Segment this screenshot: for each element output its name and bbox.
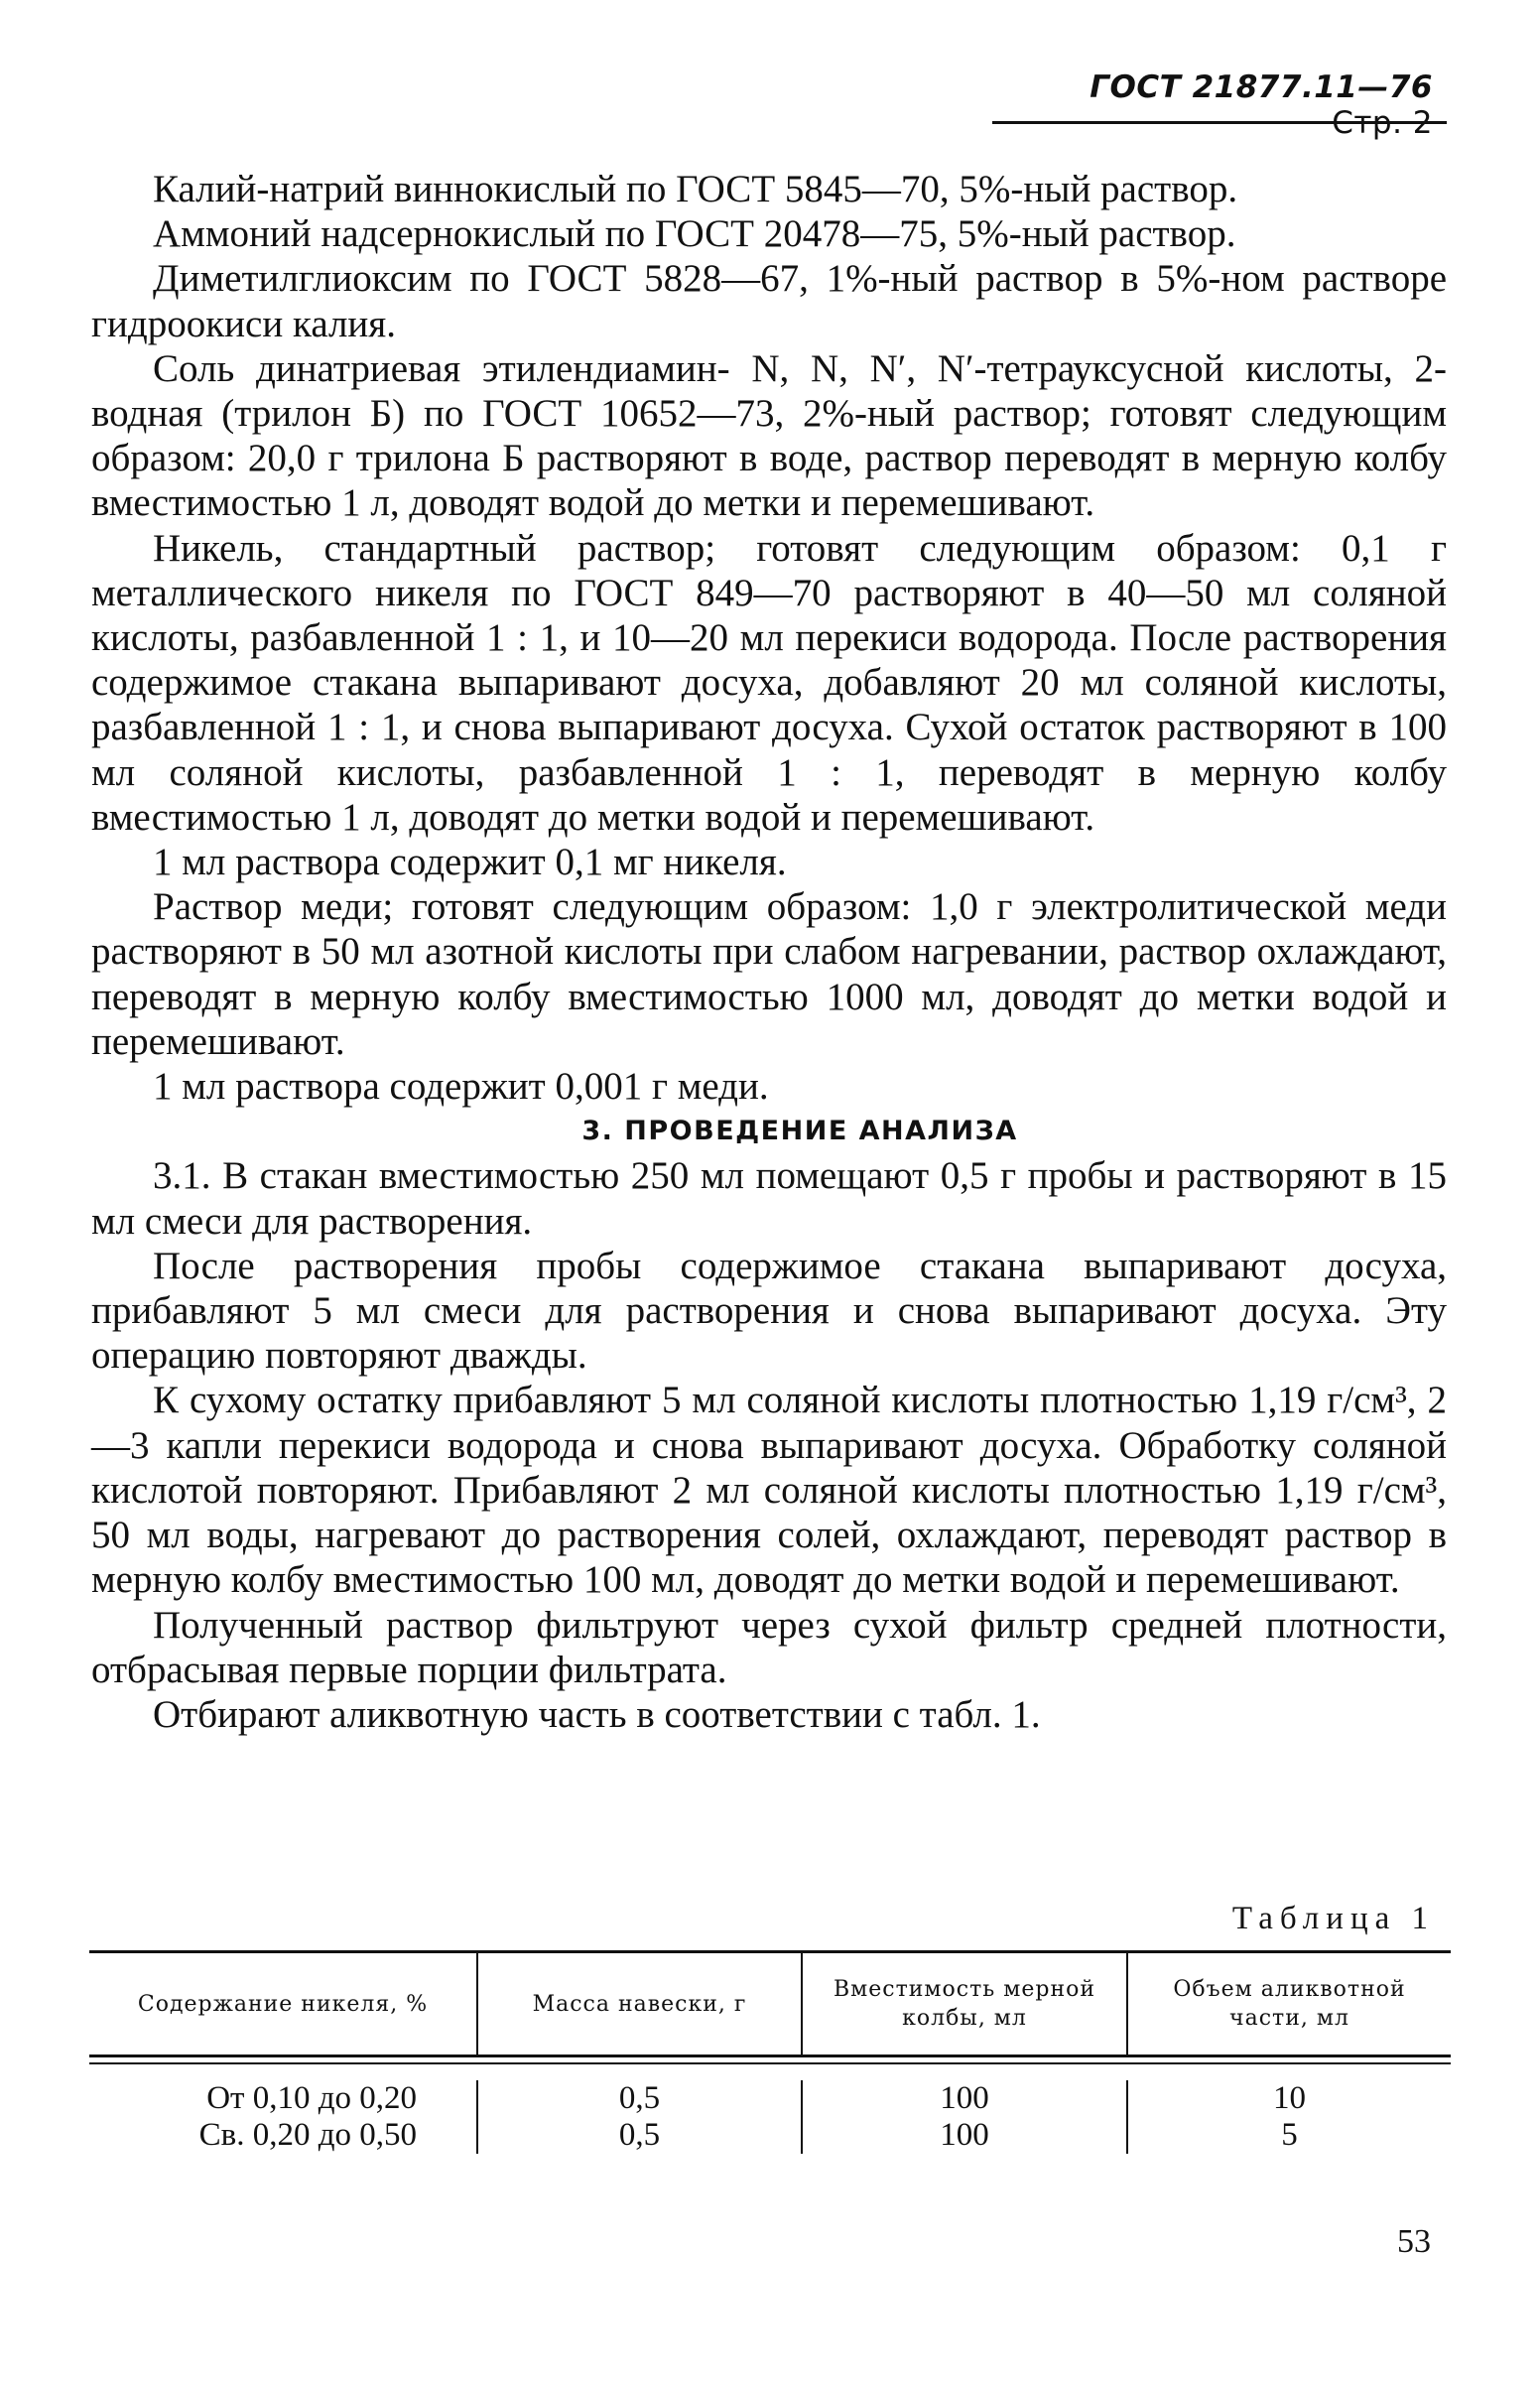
- table-caption: Таблица 1: [1231, 1901, 1435, 1936]
- table-header-row: [89, 1953, 1451, 2054]
- paragraph-aliquot: Отбирают аликвотную часть в соответствии с табл. 1.: [153, 1692, 1041, 1736]
- cell-nickel-range: От 0,10 до 0,20: [206, 2080, 417, 2116]
- paragraph-step-3-1: 3.1. В стакан вместимостью 250 мл помещают 0,5 г пробы и растворяют в 15 мл смеси для растворения.: [91, 1154, 1447, 1243]
- header-sample-mass: Масса навески, г: [476, 1953, 801, 2054]
- cell-flask-volume: 100: [801, 2080, 1126, 2117]
- page-label: Стр. 2: [1332, 105, 1433, 141]
- section-title: 3. ПРОВЕДЕНИЕ АНАЛИЗА: [581, 1116, 1018, 1147]
- paragraph-copper-solution: Раствор меди; готовят следующим образом: 1,0 г электролитической меди растворяют в 50 мл азотной кислоты при слабом нагревании, раствор охлаждают, переводят в мерную колбу вместимостью 1000 мл, доводят до метки водой и перемешивают.: [91, 885, 1447, 1063]
- paragraph-reagent-trilon: Соль динатриевая этилендиамин- N, N, N′, N′-тетрауксусной кислоты, 2-водная (трилон Б) по ГОСТ 10652—73, 2%-ный раствор; готовят следующим образом: 20,0 г трилона Б растворяют в воде, раствор переводят в мерную колбу вместимостью 1 л, доводят водой до метки и перемешивают.: [91, 346, 1447, 525]
- paragraph-reagent-tartrate: Калий-натрий виннокислый по ГОСТ 5845—70, 5%-ный раствор.: [153, 168, 1238, 210]
- paragraph-nickel-standard: Никель, стандартный раствор; готовят следующим образом: 0,1 г металлического никеля по ГОСТ 849—70 растворяют в 40—50 мл соляной кислоты, разбавленной 1 : 1, и 10—20 мл перекиси водорода. После растворения содержимое стакана выпаривают досуха, добавляют 20 мл соляной кислоты, разбавленной 1 : 1, и снова выпаривают досуха. Сухой остаток растворяют в 100 мл соляной кислоты, разбавленной 1 : 1, переводят в мерную колбу вместимостью 1 л, доводят до метки водой и перемешивают.: [91, 526, 1447, 839]
- running-header: [1012, 69, 1433, 141]
- paragraph-reagent-persulfate: Аммоний надсернокислый по ГОСТ 20478—75, 5%-ный раствор.: [153, 212, 1236, 256]
- cell-nickel-range: Св. 0,20 до 0,50: [198, 2117, 417, 2153]
- aliquot-table: [89, 1950, 1451, 2154]
- paragraph-acid-treatment: К сухому остатку прибавляют 5 мл соляной кислоты плотностью 1,19 г/см³, 2—3 капли перекиси водорода и снова выпаривают досуха. Обработку соляной кислотой повторяют. Прибавляют 2 мл соляной кислоты плотностью 1,19 г/см³, 50 мл воды, нагревают до растворения солей, охлаждают, переводят раствор в мерную колбу вместимостью 100 мл, доводят до метки водой и перемешивают.: [91, 1379, 1447, 1602]
- header-flask-volume: Вместимость мерной колбы, мл: [801, 1953, 1126, 2054]
- cell-aliquot-volume: 10: [1126, 2080, 1451, 2117]
- standard-number: ГОСТ 21877.11—76: [1090, 69, 1433, 105]
- header-rule: [992, 121, 1447, 124]
- paragraph-filtration: Полученный раствор фильтруют через сухой фильтр средней плотности, отбрасывая первые порции фильтрата.: [91, 1603, 1447, 1691]
- cell-flask-volume: 100: [801, 2117, 1126, 2154]
- header-aliquot-volume: Объем аликвотной части, мл: [1126, 1953, 1451, 2054]
- paragraph-nickel-concentration: 1 мл раствора содержит 0,1 мг никеля.: [153, 841, 787, 884]
- table-row: [89, 2117, 1451, 2154]
- page-number: 53: [1397, 2223, 1431, 2260]
- paragraph-copper-concentration: 1 мл раствора содержит 0,001 г меди.: [153, 1065, 769, 1109]
- header-nickel-content: Содержание никеля, %: [137, 1991, 429, 2017]
- cell-sample-mass: 0,5: [476, 2080, 801, 2117]
- table-body: [89, 2064, 1451, 2154]
- cell-sample-mass: 0,5: [476, 2117, 801, 2154]
- cell-aliquot-volume: 5: [1126, 2117, 1451, 2154]
- body-text: [91, 167, 1447, 1737]
- table-row: [89, 2080, 1451, 2117]
- paragraph-reagent-dimethylglyoxime: Диметилглиоксим по ГОСТ 5828—67, 1%-ный раствор в 5%-ном растворе гидроокиси калия.: [91, 257, 1447, 345]
- table-header-rule: [89, 2054, 1451, 2057]
- paragraph-evaporation: После растворения пробы содержимое стакана выпаривают досуха, прибавляют 5 мл смеси для растворения и снова выпаривают досуха. Эту операцию повторяют дважды.: [91, 1244, 1447, 1378]
